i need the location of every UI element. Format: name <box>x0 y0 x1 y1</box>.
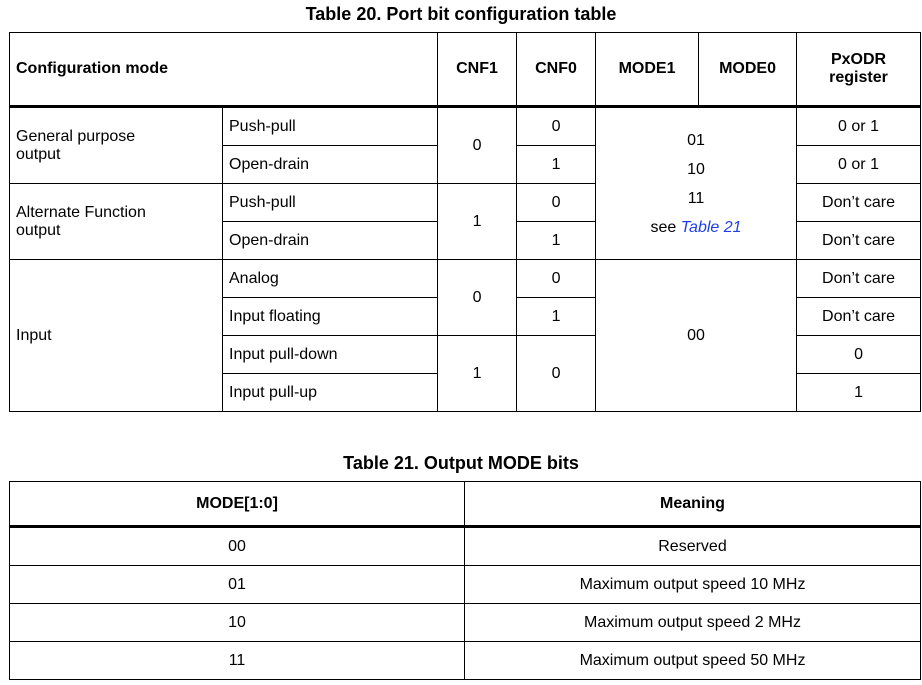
meaning-cell: Maximum output speed 50 MHz <box>465 642 921 680</box>
cnf1-cell: 0 <box>438 260 517 336</box>
cnf0-cell: 1 <box>517 222 596 260</box>
port-bit-configuration-table <box>9 32 921 412</box>
cnf0-cell: 0 <box>517 260 596 298</box>
header-pxodr-line1: PxODR <box>830 51 887 68</box>
meaning-cell: Reserved <box>465 527 921 566</box>
table-header-row <box>10 33 921 107</box>
header-pxodr-line2: register <box>829 69 888 86</box>
group-alternate-function-output <box>10 184 223 260</box>
mode-output-cell <box>596 107 797 260</box>
cnf0-cell: 0 <box>517 336 596 412</box>
header-pxodr-register <box>797 33 921 107</box>
header-configuration-mode: Configuration mode <box>10 33 438 107</box>
group-general-purpose-output <box>10 107 223 184</box>
mode-cell: 01 <box>10 566 465 604</box>
cnf1-cell: 1 <box>438 336 517 412</box>
mode-cell: 11 <box>10 642 465 680</box>
pxodr-cell: 0 <box>797 336 921 374</box>
pxodr-cell: 0 or 1 <box>797 107 921 146</box>
table-row <box>10 642 921 680</box>
cnf0-cell: 0 <box>517 184 596 222</box>
table-row <box>10 566 921 604</box>
sub-mode-cell: Open-drain <box>223 222 438 260</box>
mode-cell: 10 <box>10 604 465 642</box>
header-cnf1: CNF1 <box>438 33 517 107</box>
cnf1-cell: 1 <box>438 184 517 260</box>
header-mode0: MODE0 <box>699 33 797 107</box>
sub-mode-cell: Analog <box>223 260 438 298</box>
mode-input-cell: 00 <box>596 260 797 412</box>
output-mode-bits-table <box>9 481 921 680</box>
mode-value-11: 11 <box>687 189 705 207</box>
meaning-cell: Maximum output speed 10 MHz <box>465 566 921 604</box>
mode-cell: 00 <box>10 527 465 566</box>
pxodr-cell: Don’t care <box>797 260 921 298</box>
table-row <box>10 260 921 298</box>
table-row <box>10 107 921 146</box>
pxodr-cell: Don’t care <box>797 184 921 222</box>
sub-mode-cell: Input pull-up <box>223 374 438 412</box>
group-gp-line2: output <box>16 145 61 163</box>
group-af-line1: Alternate Function <box>16 203 146 221</box>
header-cnf0: CNF0 <box>517 33 596 107</box>
table-row <box>10 527 921 566</box>
see-table-21 <box>602 213 790 242</box>
sub-mode-cell: Input floating <box>223 298 438 336</box>
sub-mode-cell: Input pull-down <box>223 336 438 374</box>
pxodr-cell: 0 or 1 <box>797 146 921 184</box>
mode-value-10: 10 <box>687 160 705 178</box>
header-meaning: Meaning <box>465 482 921 527</box>
mode-value-01: 01 <box>687 131 705 149</box>
pxodr-cell: Don’t care <box>797 222 921 260</box>
header-mode1: MODE1 <box>596 33 699 107</box>
group-gp-line1: General purpose <box>16 127 136 145</box>
table-21-link[interactable]: Table 21 <box>680 218 742 236</box>
sub-mode-cell: Open-drain <box>223 146 438 184</box>
sub-mode-cell: Push-pull <box>223 107 438 146</box>
group-input: Input <box>10 260 223 412</box>
group-af-line2: output <box>16 221 61 239</box>
table-header-row <box>10 482 921 527</box>
sub-mode-cell: Push-pull <box>223 184 438 222</box>
cnf0-cell: 0 <box>517 107 596 146</box>
header-mode-bits: MODE[1:0] <box>10 482 465 527</box>
cnf0-cell: 1 <box>517 298 596 336</box>
meaning-cell: Maximum output speed 2 MHz <box>465 604 921 642</box>
see-text: see <box>650 218 677 236</box>
table-21-caption: Table 21. Output MODE bits <box>343 453 579 473</box>
table-row <box>10 604 921 642</box>
pxodr-cell: Don’t care <box>797 298 921 336</box>
cnf0-cell: 1 <box>517 146 596 184</box>
table-20-caption: Table 20. Port bit configuration table <box>305 4 617 24</box>
cnf1-cell: 0 <box>438 107 517 184</box>
pxodr-cell: 1 <box>797 374 921 412</box>
